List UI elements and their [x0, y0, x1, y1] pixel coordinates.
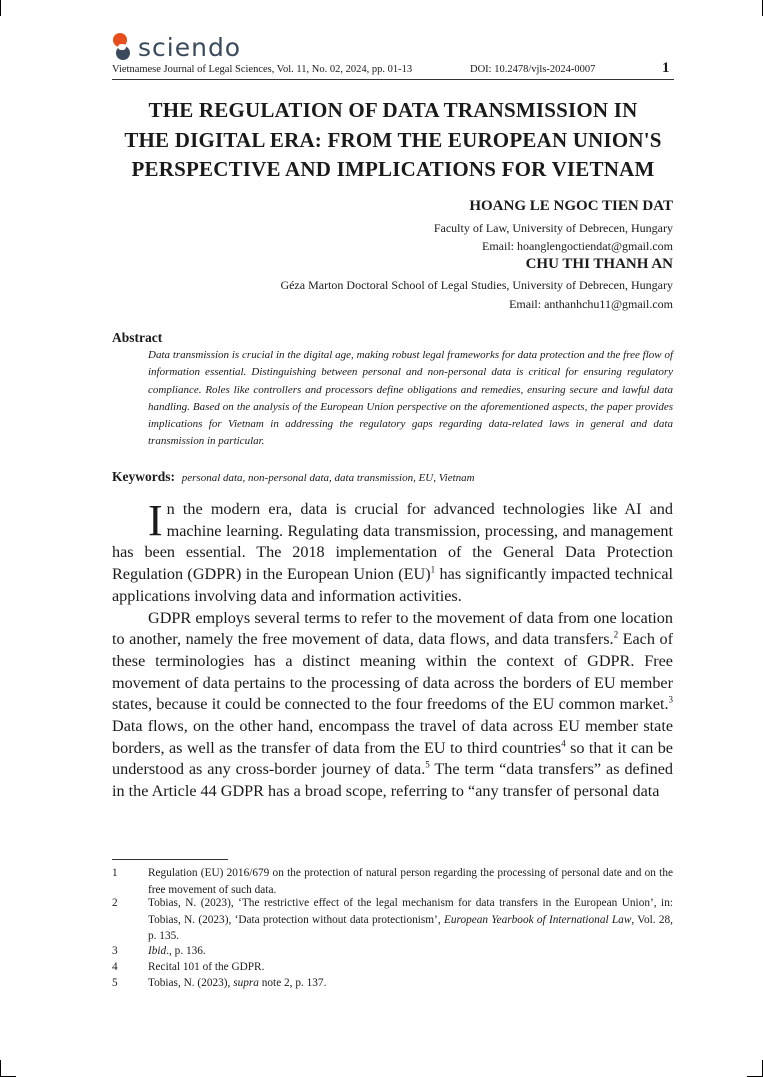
- page-number: 1: [662, 60, 670, 76]
- keywords-label: Keywords:: [112, 469, 175, 484]
- footnote-rule: [112, 859, 228, 860]
- footnote-ref[interactable]: 4: [561, 738, 566, 749]
- journal-citation: Vietnamese Journal of Legal Sciences, Vol. 11, No. 02, 2024, pp. 01-13: [112, 64, 413, 75]
- header-rule: [112, 79, 674, 80]
- footnote-text: Recital 101 of the GDPR.: [148, 961, 265, 973]
- footnote-text-part: , Vol. 28, p. 135.: [148, 913, 673, 943]
- author-name: CHU THI THANH AN: [525, 256, 673, 272]
- author-email: Email: anthanhchu11@gmail.com: [509, 297, 673, 311]
- paragraph-text: Each of these terminologies has a distinct meaning within the context of GDPR. Free movement of data pertains to the processing of data across the borders of EU member states, because it could be connected to the four freedoms of the EU common market.: [112, 630, 673, 714]
- doi: DOI: 10.2478/vjls-2024-0007: [470, 64, 596, 75]
- publisher-name: sciendo: [138, 32, 242, 62]
- crop-mark: [0, 0, 1, 16]
- paragraph: [112, 608, 673, 803]
- footnote-ref[interactable]: 5: [425, 760, 430, 771]
- paragraph-text: Data flows, on the other hand, encompass the travel of data across EU member state borders, as well as the transfer of data from the EU to third countries: [112, 717, 673, 757]
- title-line: THE REGULATION OF DATA TRANSMISSION IN: [148, 98, 638, 122]
- footnote-number: 1: [112, 867, 118, 879]
- paragraph-text: has significantly impacted technical applications involving data and information activities.: [112, 565, 673, 605]
- footnote-text-part: Tobias, N. (2023),: [148, 977, 234, 989]
- sciendo-logo-icon: [110, 32, 132, 62]
- paragraph-text: The term “data transfers” as defined in the Article 44 GDPR has a broad scope, referring to “any transfer of personal data: [112, 760, 674, 801]
- publisher-logo: [110, 32, 241, 62]
- footnote-number: 5: [112, 977, 118, 989]
- abstract-heading: Abstract: [112, 330, 163, 345]
- footnote-text: [148, 943, 673, 960]
- author-affiliation: Géza Marton Doctoral School of Legal Studies, University of Debrecen, Hungary: [280, 278, 673, 292]
- body-text: [112, 496, 674, 803]
- footnote-text-part: note 2, p. 137.: [258, 977, 327, 989]
- footnote-ref[interactable]: 2: [613, 629, 619, 640]
- footnote-text: Regulation (EU) 2016/679 on the protection of natural person regarding the processing of personal date and on the free movement of such data.: [148, 867, 673, 896]
- author-affiliation: Faculty of Law, University of Debrecen, Hungary: [433, 221, 673, 235]
- footnote-text: [148, 975, 673, 992]
- abstract-text: Data transmission is crucial in the digital age, making robust legal frameworks for data protection and the free flow of information essential. Distinguishing between personal and non-personal data is critical for ensuring regulatory compliance. Roles like controllers and processors define obligations and remedies, ensuring secure and lawful data handling. Based on the analysis of the European Union perspective on the aforementioned aspects, the paper provides implications for Vietnam in addressing the regulatory gaps regarding data-related laws in general and data transmission in particular.: [148, 349, 673, 448]
- title-line: PERSPECTIVE AND IMPLICATIONS FOR VIETNAM: [131, 157, 655, 181]
- footnote-text-part: Tobias, N. (2023), ‘The restrictive effect of the legal mechanism for data transfers in the European Union’, in: Tobias, N. (2023), ‘Data protection without data protectionism’,: [148, 897, 673, 926]
- footnote-text-italic: supra: [233, 977, 259, 989]
- paper-title: [100, 96, 686, 185]
- keywords-value: personal data, non-personal data, data transmission, EU, Vietnam: [181, 472, 475, 484]
- paragraph: [112, 496, 673, 608]
- footnote-text-italic: Ibid: [148, 945, 167, 957]
- author-name: HOANG LE NGOC TIEN DAT: [469, 198, 673, 214]
- crop-mark: [0, 1060, 1, 1077]
- footnote-text: [148, 895, 673, 945]
- paragraph-text: so that it can be understood as any cross-border journey of data.: [112, 738, 673, 779]
- title-line: THE DIGITAL ERA: FROM THE EUROPEAN UNION'S: [124, 127, 662, 152]
- footnote-number: 4: [112, 961, 118, 973]
- paragraph-text: n the modern era, data is crucial for advanced technologies like AI and machine learning. Regulating data transmission, processing, and management has been essential. The 2018 implementation of the General Data Protection Regulation (GDPR) in the European Union (EU): [112, 500, 673, 584]
- footnote-ref[interactable]: 1: [430, 564, 436, 575]
- footnote-text-part: ., p. 136.: [166, 945, 206, 957]
- footnote-ref[interactable]: 3: [668, 694, 673, 705]
- paragraph-text: GDPR employs several terms to refer to the movement of data from one location to another, namely the free movement of data, data flows, and data transfers.: [112, 608, 673, 649]
- keywords: [112, 469, 475, 485]
- running-header: [112, 64, 596, 75]
- footnote-number: 2: [112, 897, 118, 909]
- author-email: Email: hoanglengoctiendat@gmail.com: [482, 239, 673, 253]
- drop-cap: I: [148, 496, 163, 545]
- footnote-number: 3: [112, 945, 118, 957]
- footnote-text-italic: European Yearbook of International Law: [443, 913, 632, 926]
